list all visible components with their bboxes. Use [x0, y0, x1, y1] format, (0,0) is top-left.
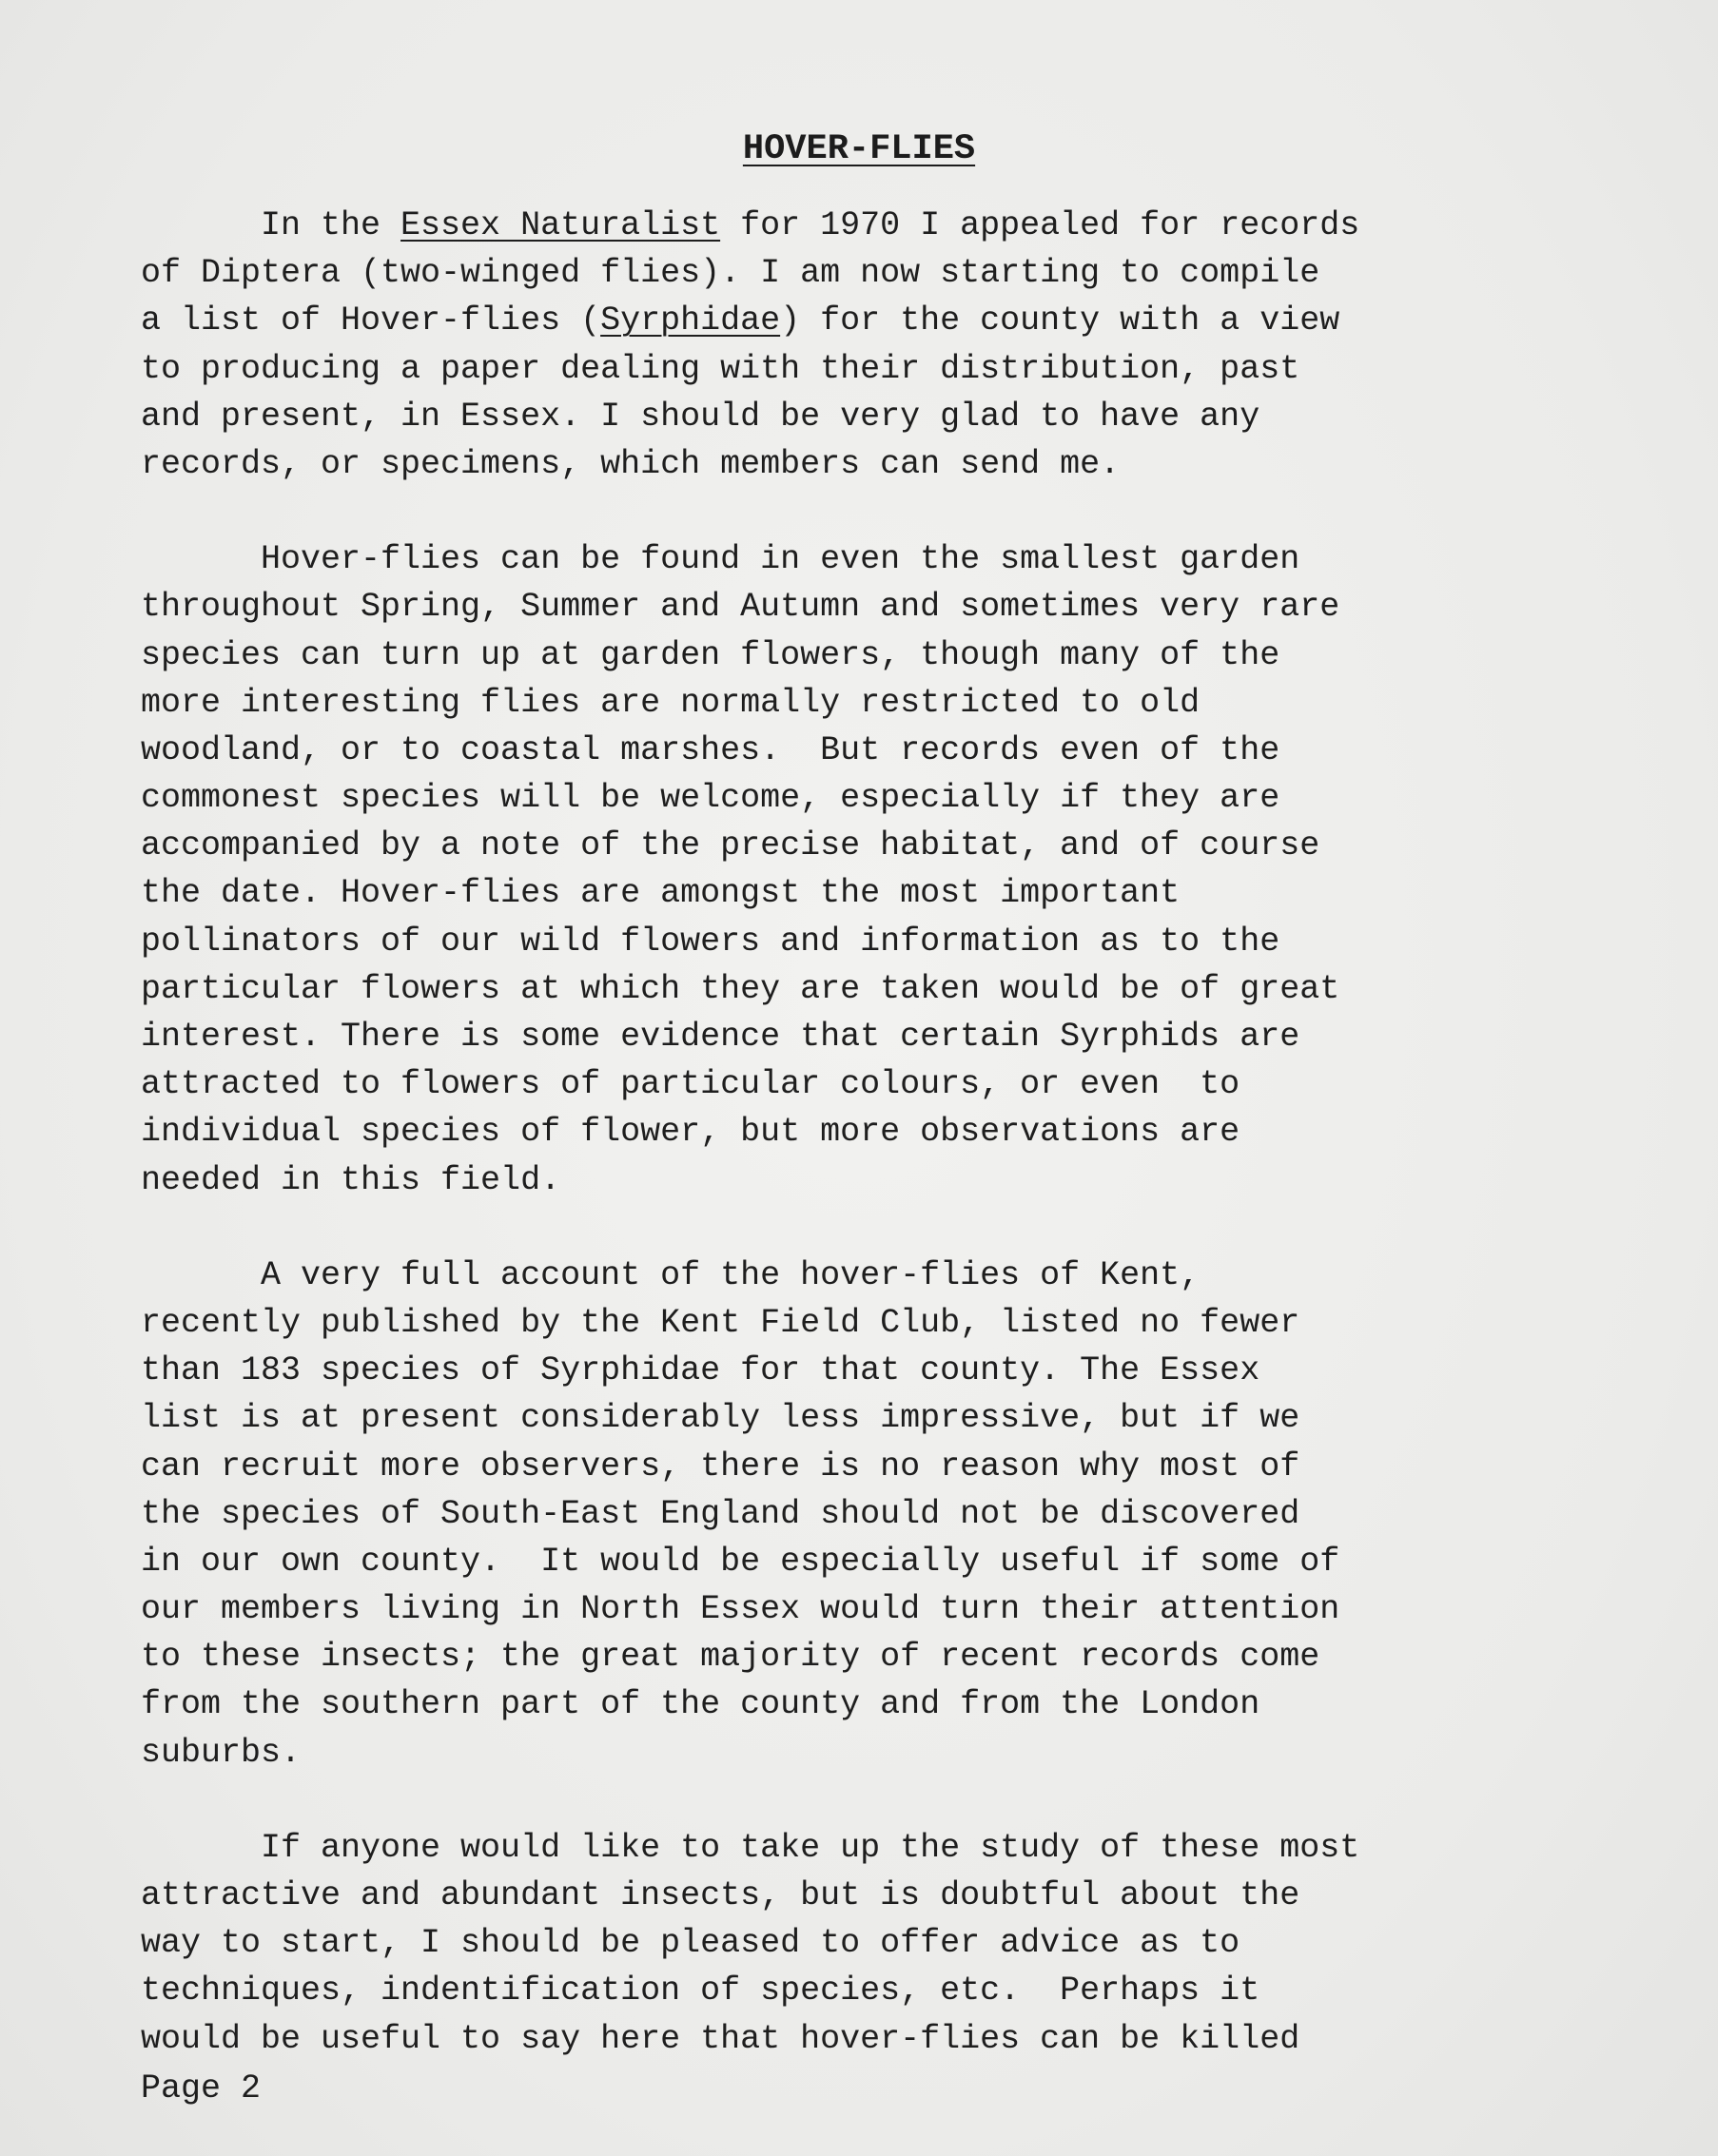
text-line	[141, 1490, 1625, 1538]
text-run: can recruit more observers, there is no reason why most of	[141, 1447, 1300, 1486]
text-line	[141, 822, 1625, 869]
text-run: more interesting flies are normally restricted to old	[141, 683, 1201, 722]
text-run: of Diptera (two-winged flies). I am now starting to compile	[141, 254, 1320, 293]
text-line	[141, 535, 1625, 583]
text-run: interest. There is some evidence that certain Syrphids are	[141, 1018, 1300, 1056]
text-line	[141, 918, 1625, 965]
text-run: recently published by the Kent Field Club, listed no fewer	[141, 1303, 1300, 1342]
text-line	[141, 1299, 1625, 1347]
text-line	[141, 1967, 1625, 2014]
text-line	[141, 297, 1625, 344]
paragraph	[141, 1824, 1625, 2063]
text-run: in our own county. It would be especially useful if some of	[141, 1542, 1340, 1581]
text-line	[141, 1680, 1625, 1728]
text-run: records, or specimens, which members can send me.	[141, 444, 1121, 483]
text-run: our members living in North Essex would turn their attention	[141, 1590, 1340, 1629]
text-line	[141, 1108, 1625, 1156]
text-run: A very full account of the hover-flies of Kent,	[141, 1255, 1201, 1294]
text-line	[141, 249, 1625, 297]
text-run: particular flowers at which they are taken would be of great	[141, 969, 1340, 1008]
text-run: to producing a paper dealing with their distribution, past	[141, 349, 1300, 388]
text-run: suburbs.	[141, 1733, 302, 1772]
text-run: and present, in Essex. I should be very glad to have any	[141, 397, 1260, 436]
text-line	[141, 440, 1625, 488]
text-line	[141, 1729, 1625, 1777]
text-run: Hover-flies can be found in even the smallest garden	[141, 540, 1300, 579]
text-run: commonest species will be welcome, especially if they are	[141, 779, 1280, 818]
text-line	[141, 1919, 1625, 1967]
paragraph	[141, 535, 1625, 1204]
text-line	[141, 1252, 1625, 1299]
text-run: from the southern part of the county and from the London	[141, 1685, 1260, 1724]
text-line	[141, 1824, 1625, 1872]
text-line	[141, 1872, 1625, 1919]
text-line	[141, 2015, 1625, 2063]
text-run: pollinators of our wild flowers and information as to the	[141, 922, 1280, 961]
text-run: accompanied by a note of the precise habitat, and of course	[141, 826, 1320, 865]
underlined-title: Essex Naturalist	[400, 206, 721, 244]
text-line	[141, 774, 1625, 822]
text-line	[141, 965, 1625, 1013]
text-run: throughout Spring, Summer and Autumn and sometimes very rare	[141, 588, 1340, 627]
paragraph	[141, 1252, 1625, 1777]
text-run: the species of South-East England should not be discovered	[141, 1494, 1300, 1533]
text-line	[141, 727, 1625, 774]
title-text: HOVER-FLIES	[742, 129, 976, 169]
text-line	[141, 345, 1625, 393]
text-run: way to start, I should be pleased to offer advice as to	[141, 1924, 1240, 1963]
text-line	[141, 1060, 1625, 1108]
text-run: list is at present considerably less impressive, but if we	[141, 1399, 1300, 1438]
text-run: woodland, or to coastal marshes. But records even of the	[141, 730, 1280, 769]
text-run: attractive and abundant insects, but is doubtful about the	[141, 1876, 1300, 1914]
article-body	[141, 202, 1625, 2110]
text-run: would be useful to say here that hover-flies can be killed	[141, 2019, 1300, 2058]
text-line	[141, 1394, 1625, 1442]
text-run: a list of Hover-flies (	[141, 301, 601, 340]
text-run: for 1970 I appealed for records	[720, 206, 1360, 244]
text-line	[141, 1443, 1625, 1490]
text-run: needed in this field.	[141, 1160, 561, 1199]
page-number: Page 2	[141, 2069, 262, 2107]
text-line	[141, 1013, 1625, 1060]
text-run: than 183 species of Syrphidae for that county. The Essex	[141, 1351, 1260, 1390]
page-title	[0, 129, 1718, 169]
text-line	[141, 1156, 1625, 1204]
underlined-title: Syrphidae	[600, 301, 781, 340]
text-run: In the	[141, 206, 401, 244]
text-run: the date. Hover-flies are amongst the most important	[141, 874, 1181, 913]
text-run: techniques, indentification of species, etc. Perhaps it	[141, 1971, 1260, 2010]
text-run: species can turn up at garden flowers, though many of the	[141, 635, 1280, 674]
text-run: If anyone would like to take up the study of these most	[141, 1828, 1360, 1867]
text-run: individual species of flower, but more observations are	[141, 1113, 1240, 1152]
text-line	[141, 869, 1625, 917]
text-line	[141, 1585, 1625, 1633]
paragraph	[141, 202, 1625, 488]
text-run: attracted to flowers of particular colours, or even to	[141, 1065, 1240, 1104]
text-line	[141, 202, 1625, 249]
text-line	[141, 679, 1625, 727]
text-line	[141, 1347, 1625, 1394]
text-line	[141, 631, 1625, 679]
text-line	[141, 393, 1625, 440]
text-line	[141, 1633, 1625, 1680]
text-line	[141, 1538, 1625, 1585]
text-run: to these insects; the great majority of recent records come	[141, 1638, 1320, 1677]
text-run: ) for the county with a view	[780, 301, 1340, 340]
text-line	[141, 583, 1625, 631]
